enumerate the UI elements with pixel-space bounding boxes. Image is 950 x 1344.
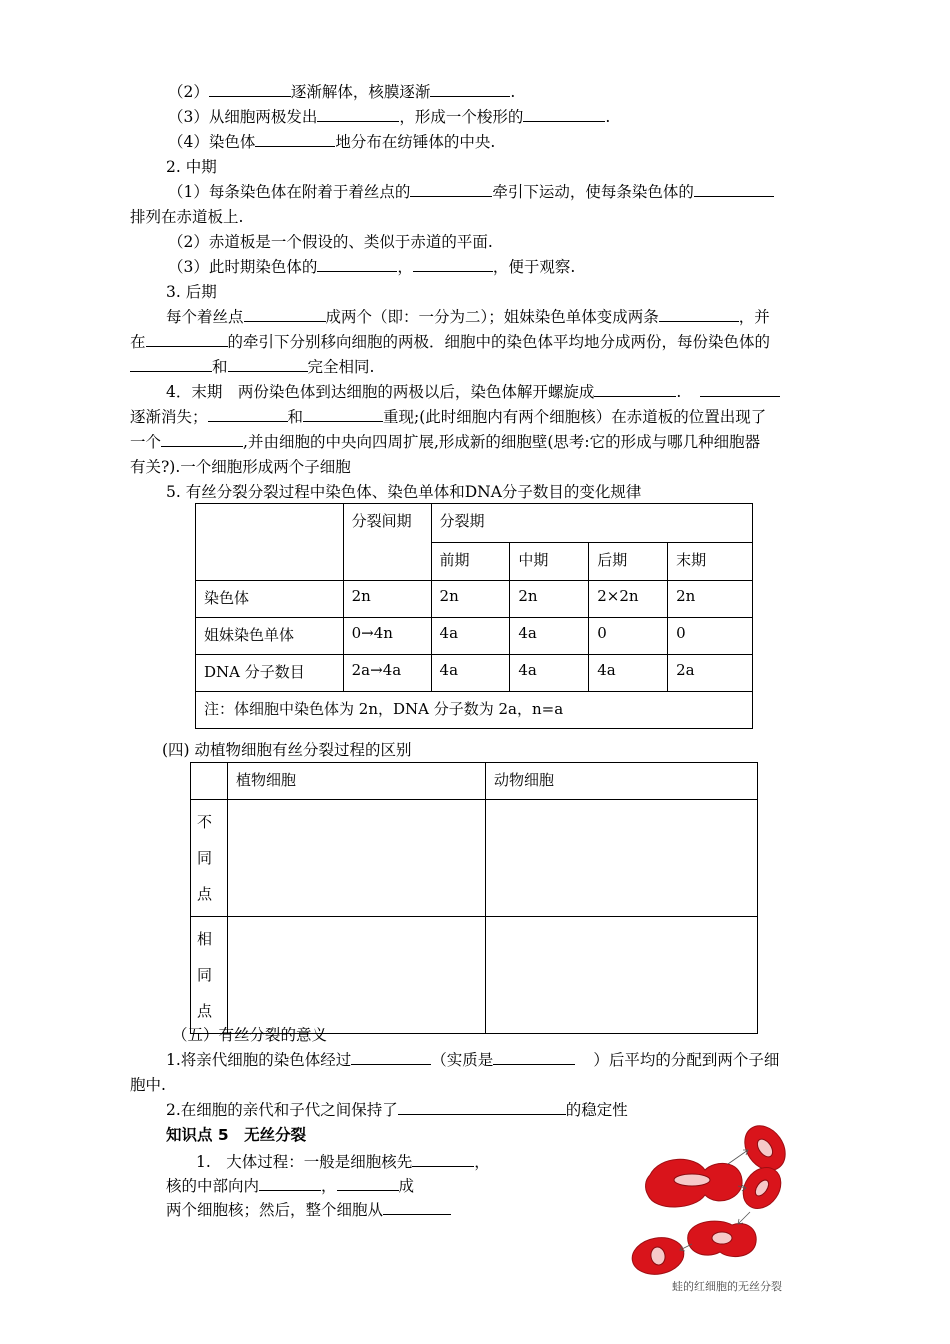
table1-interphase-header: 分裂间期 <box>343 504 431 581</box>
table-cell: 4a <box>431 655 510 692</box>
blank[interactable] <box>130 355 212 372</box>
blank[interactable] <box>523 105 605 122</box>
blank[interactable] <box>594 380 676 397</box>
blank[interactable] <box>259 1174 321 1191</box>
row-label: 姐妹染色单体 <box>196 618 344 655</box>
animal-diff-cell[interactable] <box>486 800 758 917</box>
anaphase-line-1: 每个着丝点 成两个（即：一分为二）；姐妹染色单体变成两条 ，并 <box>166 305 770 329</box>
table-cell: 2n <box>510 581 589 618</box>
prophase-item-3: （3）从细胞两极发出 ，形成一个梭形的 . <box>168 105 610 129</box>
telophase-line-3: 一个 ,并由细胞的中央向四周扩展,形成新的细胞壁(思考:它的形成与哪几种细胞器 <box>130 430 760 454</box>
table1-phase-header: 后期 <box>589 542 668 581</box>
anaphase-line-3: 和 完全相同. <box>130 355 374 379</box>
table-cell: 4a <box>589 655 668 692</box>
blank[interactable] <box>412 1150 474 1167</box>
table-cell: 2n <box>431 581 510 618</box>
red-blood-cell <box>735 1160 788 1216</box>
row-label: 染色体 <box>196 581 344 618</box>
table-cell: 2a→4a <box>343 655 431 692</box>
table1-note: 注：体细胞中染色体为 2n，DNA 分子数为 2a，n=a <box>196 692 753 729</box>
table-row <box>196 581 753 618</box>
row-label: DNA 分子数目 <box>196 655 344 692</box>
telophase-line-1: 4．末期 两份染色体到达细胞的两极以后，染色体解开螺旋成 . <box>166 380 780 404</box>
blank[interactable] <box>161 430 243 447</box>
blank[interactable] <box>694 180 774 197</box>
prophase-item-4: （4）染色体 地分布在纺锤体的中央. <box>168 130 495 154</box>
blank[interactable] <box>146 330 228 347</box>
table2-corner <box>191 763 228 800</box>
prophase-item-2: （2） 逐渐解体，核膜逐渐 . <box>168 80 515 104</box>
animal-same-cell[interactable] <box>486 917 758 1034</box>
blank[interactable] <box>493 1048 575 1065</box>
blank[interactable] <box>255 130 335 147</box>
table1-title: 5. 有丝分裂分裂过程中染色体、染色单体和DNA分子数目的变化规律 <box>166 483 642 501</box>
table-cell: 4a <box>510 655 589 692</box>
metaphase-heading: 2. 中期 <box>166 158 217 176</box>
table1-phase-header: 前期 <box>431 542 510 581</box>
table-cell: 2n <box>343 581 431 618</box>
significance-line-1: 1.将亲代细胞的染色体经过 （实质是 ）后平均的分配到两个子细 <box>166 1048 779 1072</box>
table-cell: 0 <box>668 618 753 655</box>
blank[interactable] <box>398 1098 566 1115</box>
plant-diff-cell[interactable] <box>228 800 486 917</box>
table2-plant-header: 植物细胞 <box>228 763 486 800</box>
table1-phase-header: 末期 <box>668 542 753 581</box>
red-blood-cell <box>688 1221 757 1256</box>
table2-diff-label: 不 同 点 <box>191 800 228 917</box>
telophase-line-4: 有关?).一个细胞形成两个子细胞 <box>130 458 351 476</box>
table-cell: 4a <box>510 618 589 655</box>
amitosis-line-1: 1. 大体过程：一般是细胞核先 ， <box>196 1150 490 1174</box>
table1-phase-header: 中期 <box>510 542 589 581</box>
table-cell: 2a <box>668 655 753 692</box>
significance-line-2: 胞中. <box>130 1076 166 1094</box>
figure-caption: 蛙的红细胞的无丝分裂 <box>672 1280 782 1293</box>
table1-division-header: 分裂期 <box>431 504 752 543</box>
red-blood-cell <box>630 1234 687 1278</box>
blank[interactable] <box>244 305 326 322</box>
red-blood-cell <box>646 1159 743 1207</box>
table2-same-label: 相 同 点 <box>191 917 228 1034</box>
table2-title: (四) 动植物细胞有丝分裂过程的区别 <box>162 741 412 759</box>
blank[interactable] <box>303 405 383 422</box>
table-cell: 0 <box>589 618 668 655</box>
amitosis-line-2: 核的中部向内 ， 成 <box>166 1174 414 1198</box>
blank[interactable] <box>228 355 308 372</box>
blank[interactable] <box>700 380 780 397</box>
blank[interactable] <box>383 1198 451 1215</box>
blank[interactable] <box>430 80 510 97</box>
blank[interactable] <box>317 105 399 122</box>
metaphase-item-1: （1）每条染色体在附着于着丝点的 牵引下运动，使每条染色体的 <box>168 180 774 204</box>
anaphase-line-2: 在 的牵引下分别移向细胞的两极．细胞中的染色体平均地分成两份，每份染色体的 <box>130 330 770 354</box>
amitosis-heading: 知识点 5 无丝分裂 <box>166 1126 307 1144</box>
table-cell: 0→4n <box>343 618 431 655</box>
metaphase-item-1-cont: 排列在赤道板上. <box>130 208 244 226</box>
plant-animal-comparison-table <box>190 762 758 1034</box>
blank[interactable] <box>209 80 291 97</box>
table-row <box>196 618 753 655</box>
blank[interactable] <box>317 255 397 272</box>
plant-same-cell[interactable] <box>228 917 486 1034</box>
blank[interactable] <box>351 1048 431 1065</box>
table-row <box>196 655 753 692</box>
blank[interactable] <box>410 180 492 197</box>
frog-rbc-amitosis-figure <box>630 1120 810 1300</box>
amitosis-line-3: 两个细胞核；然后，整个细胞从 <box>166 1198 451 1222</box>
significance-line-3: 2.在细胞的亲代和子代之间保持了 的稳定性 <box>166 1098 628 1122</box>
metaphase-item-2: （2）赤道板是一个假设的、类似于赤道的平面. <box>168 233 493 251</box>
table-cell: 4a <box>431 618 510 655</box>
telophase-line-2: 逐渐消失； 和 重现;(此时细胞内有两个细胞核）在赤道板的位置出现了 <box>130 405 766 429</box>
blank[interactable] <box>413 255 493 272</box>
table-cell: 2×2n <box>589 581 668 618</box>
blank[interactable] <box>208 405 288 422</box>
blank[interactable] <box>337 1174 399 1191</box>
anaphase-heading: 3. 后期 <box>166 283 217 301</box>
table-cell: 2n <box>668 581 753 618</box>
blank[interactable] <box>659 305 739 322</box>
chromosome-count-table <box>195 503 753 729</box>
table1-corner <box>196 504 344 581</box>
table2-animal-header: 动物细胞 <box>486 763 758 800</box>
significance-heading: （五）有丝分裂的意义 <box>172 1026 328 1044</box>
metaphase-item-3: （3）此时期染色体的 ， ，便于观察. <box>168 255 575 279</box>
